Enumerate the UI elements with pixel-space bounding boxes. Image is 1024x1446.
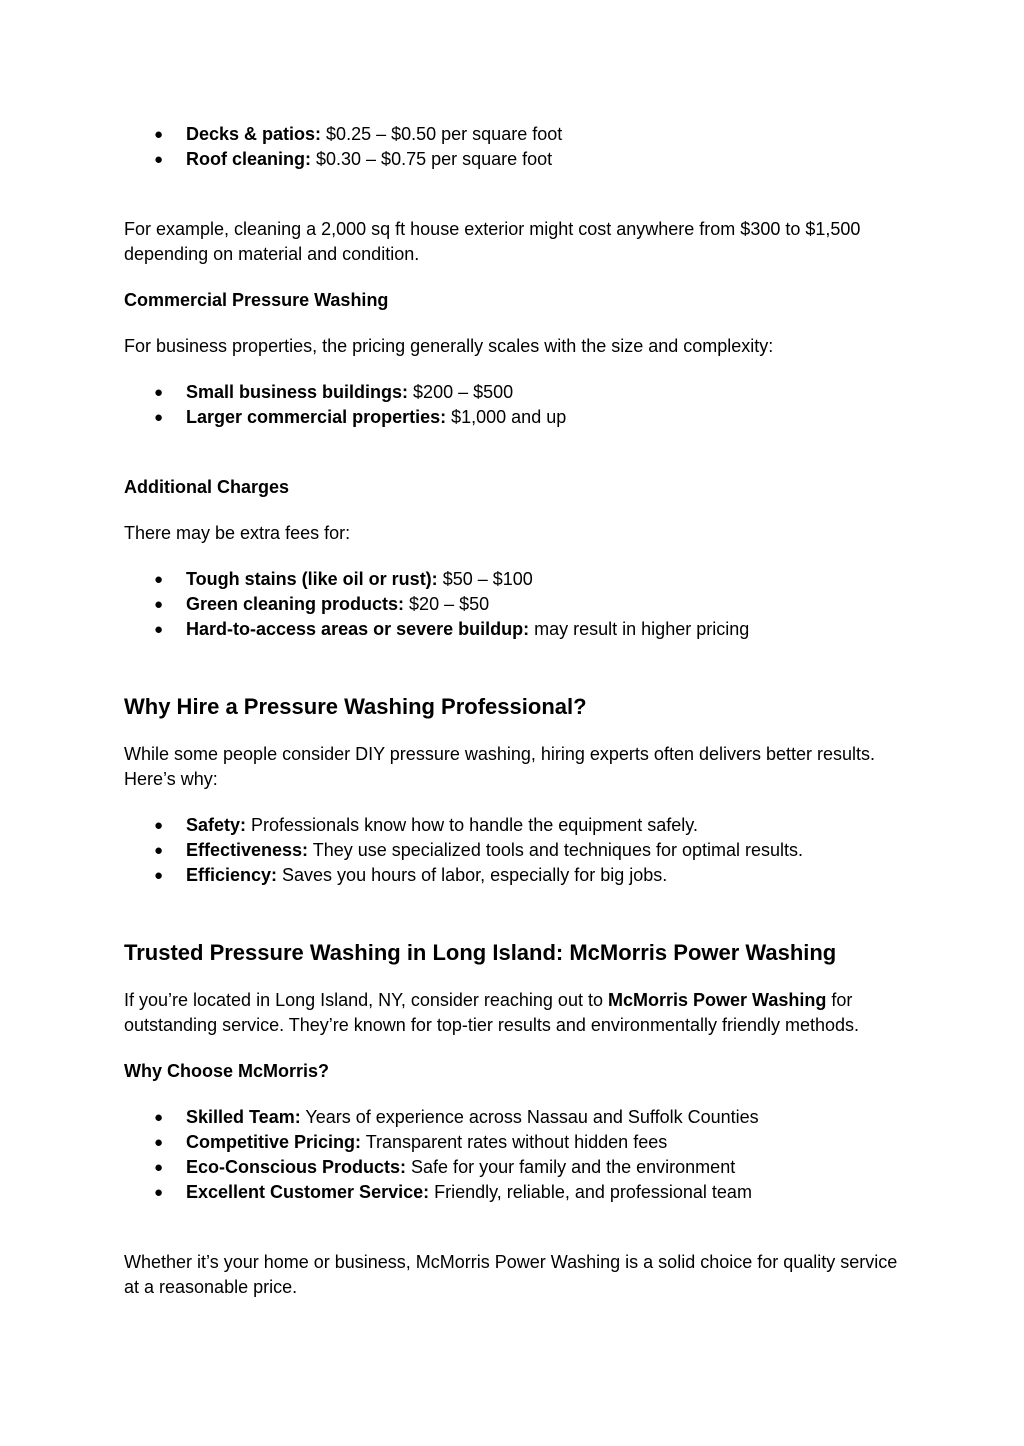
list-item [124,405,914,430]
item-text: Transparent rates without hidden fees [361,1132,668,1152]
list-item [124,147,914,172]
item-label: Roof cleaning: [186,149,311,169]
item-text: $1,000 and up [446,407,567,427]
item-label: Small business buildings: [186,382,409,402]
list-item [124,122,914,147]
commercial-intro: For business properties, the pricing generally scales with the size and complexity: [124,336,774,356]
item-text: Saves you hours of labor, especially for big jobs. [277,865,668,885]
item-label: Eco-Conscious Products: [186,1157,407,1177]
item-text: Years of experience across Nassau and Suffolk Counties [300,1107,759,1127]
item-label: Hard-to-access areas or severe buildup: [186,619,530,639]
commercial-heading: Commercial Pressure Washing [124,290,389,310]
item-label: Efficiency: [186,865,278,885]
item-label: Decks & patios: [186,124,322,144]
why-choose-heading: Why Choose McMorris? [124,1061,330,1081]
item-label: Effectiveness: [186,840,309,860]
item-label: Skilled Team: [186,1107,301,1127]
additional-intro: There may be extra fees for: [124,523,351,543]
list-item [124,1105,914,1130]
item-label: Green cleaning products: [186,594,405,614]
item-label: Excellent Customer Service: [186,1182,430,1202]
trusted-intro-after: for outstanding service. They’re known for top-tier results and environmentally friendly methods. [124,990,860,1035]
item-text: $20 – $50 [404,594,490,614]
trusted-heading: Trusted Pressure Washing in Long Island: McMorris Power Washing [124,940,837,965]
why-choose-list [124,1105,914,1205]
item-text: They use specialized tools and techniques for optimal results. [308,840,804,860]
commercial-pricing-list [124,380,914,430]
list-item [124,1155,914,1180]
item-text: may result in higher pricing [529,619,750,639]
list-item [124,380,914,405]
list-item [124,592,914,617]
item-text: $200 – $500 [408,382,514,402]
item-text: Friendly, reliable, and professional team [429,1182,752,1202]
residential-pricing-list [124,122,914,172]
list-item [124,813,914,838]
item-text: Professionals know how to handle the equipment safely. [246,815,698,835]
trusted-intro [124,988,914,1038]
additional-charges-list [124,567,914,642]
additional-charges-heading: Additional Charges [124,477,290,497]
trusted-intro-before: If you’re located in Long Island, NY, consider reaching out to [124,990,608,1010]
why-hire-list [124,813,914,888]
list-item [124,838,914,863]
item-label: Tough stains (like oil or rust): [186,569,438,589]
company-name: McMorris Power Washing [607,990,827,1010]
why-hire-intro: While some people consider DIY pressure washing, hiring experts often delivers better results. Here’s why: [124,744,876,789]
why-hire-heading: Why Hire a Pressure Washing Professional? [124,694,587,719]
list-item [124,567,914,592]
list-item [124,863,914,888]
item-label: Larger commercial properties: [186,407,447,427]
item-text: $50 – $100 [437,569,533,589]
item-text: $0.30 – $0.75 per square foot [311,149,553,169]
item-label: Competitive Pricing: [186,1132,362,1152]
list-item [124,1130,914,1155]
example-paragraph: For example, cleaning a 2,000 sq ft house exterior might cost anywhere from $300 to $1,500 depending on material and condition. [124,219,861,264]
list-item [124,1180,914,1205]
closing-paragraph: Whether it’s your home or business, McMorris Power Washing is a solid choice for quality service at a reasonable price. [124,1252,898,1297]
list-item [124,617,914,642]
document-page [124,122,914,1300]
item-text: $0.25 – $0.50 per square foot [321,124,563,144]
item-label: Safety: [186,815,247,835]
item-text: Safe for your family and the environment [406,1157,736,1177]
